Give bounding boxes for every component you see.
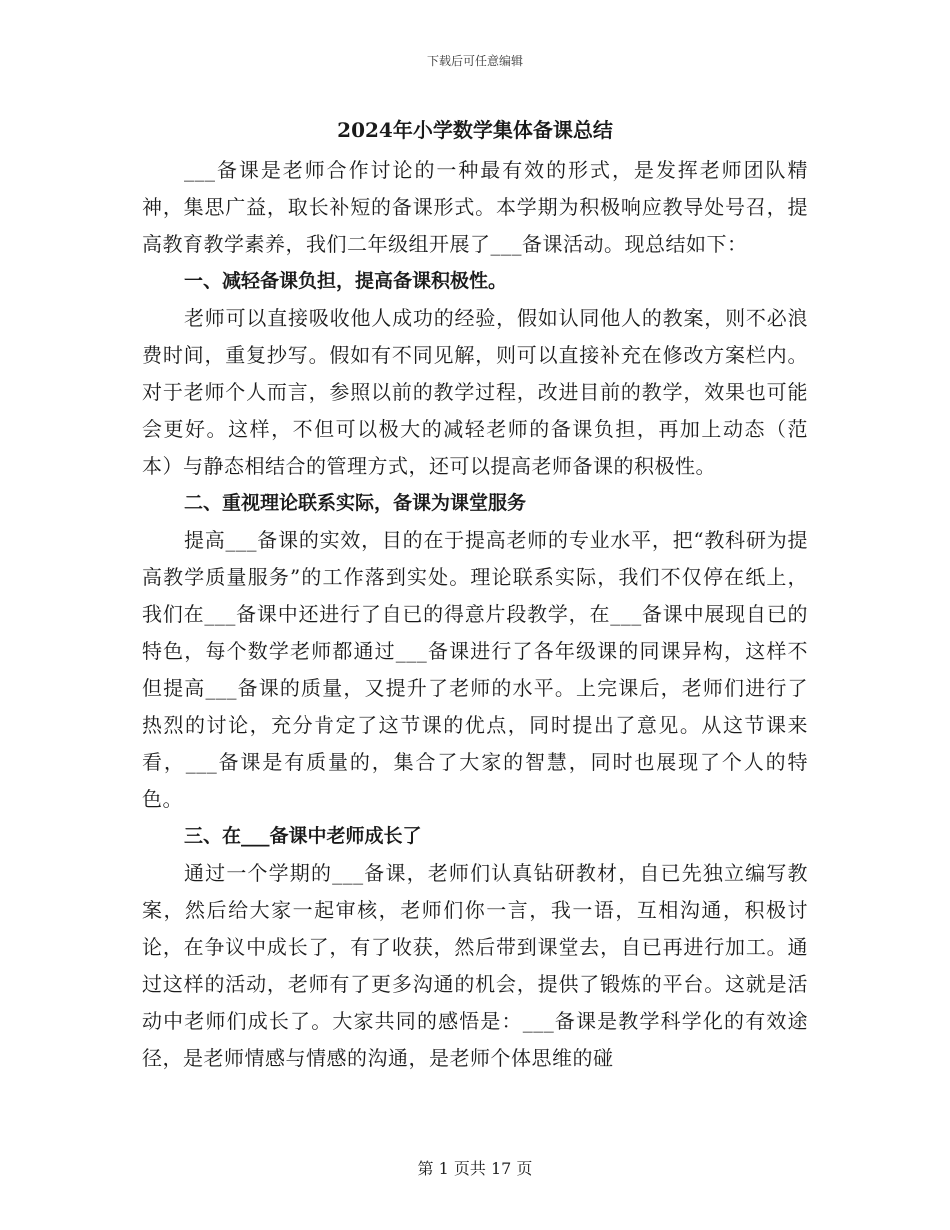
intro-paragraph: ___备课是老师合作讨论的一种最有效的形式，是发挥老师团队精神，集思广益，取长补短的备课形式。本学期为积极响应教导处号召，提高教育教学素养，我们二年级组开展了___备课活动。现总结如下： (142, 158, 808, 256)
section-3-heading: 三、在___备课中老师成长了 (184, 825, 422, 847)
section-1-heading: 一、减轻备课负担，提高备课积极性。 (184, 270, 508, 292)
section-2-heading: 二、重视理论联系实际，备课为课堂服务 (184, 492, 527, 514)
document-body (142, 152, 808, 1077)
page-title: 2024年小学数学集体备课总结 (337, 118, 613, 142)
page-number-footer: 第 1 页共 17 页 (417, 1159, 533, 1178)
section-1-paragraph: 老师可以直接吸收他人成功的经验，假如认同他人的教案，则不必浪费时间，重复抄写。假如有不同见解，则可以直接补充在修改方案栏内。对于老师个人而言，参照以前的教学过程，改进目前的教学，效果也可能会更好。这样，不但可以极大的减轻老师的备课负担，再加上动态（范本）与静态相结合的管理方式，还可以提高老师备课的积极性。 (142, 306, 808, 478)
header-note: 下载后可任意编辑 (426, 54, 523, 68)
section-2-paragraph: 提高___备课的实效，目的在于提高老师的专业水平，把“教科研为提高教学质量服务”的工作落到实处。理论联系实际，我们不仅停在纸上，我们在___备课中还进行了自已的得意片段教学，在___备课中展现自已的特色，每个数学老师都通过___备课进行了各年级课的同课异构，这样不但提高___备课的质量，又提升了老师的水平。上完课后，老师们进行了热烈的讨论，充分肯定了这节课的优点，同时提出了意见。从这节课来看，___备课是有质量的，集合了大家的智慧，同时也展现了个人的特色。 (142, 528, 808, 811)
section-3-paragraph: 通过一个学期的___备课，老师们认真钻研教材，自已先独立编写教案，然后给大家一起审核，老师们你一言，我一语，互相沟通，积极讨论，在争议中成长了，有了收获，然后带到课堂去，自已再进行加工。通过这样的活动，老师有了更多沟通的机会，提供了锻炼的平台。这就是活动中老师们成长了。大家共同的感悟是：___备课是教学科学化的有效途径，是老师情感与情感的沟通，是老师个体思维的碰 (142, 861, 808, 1070)
